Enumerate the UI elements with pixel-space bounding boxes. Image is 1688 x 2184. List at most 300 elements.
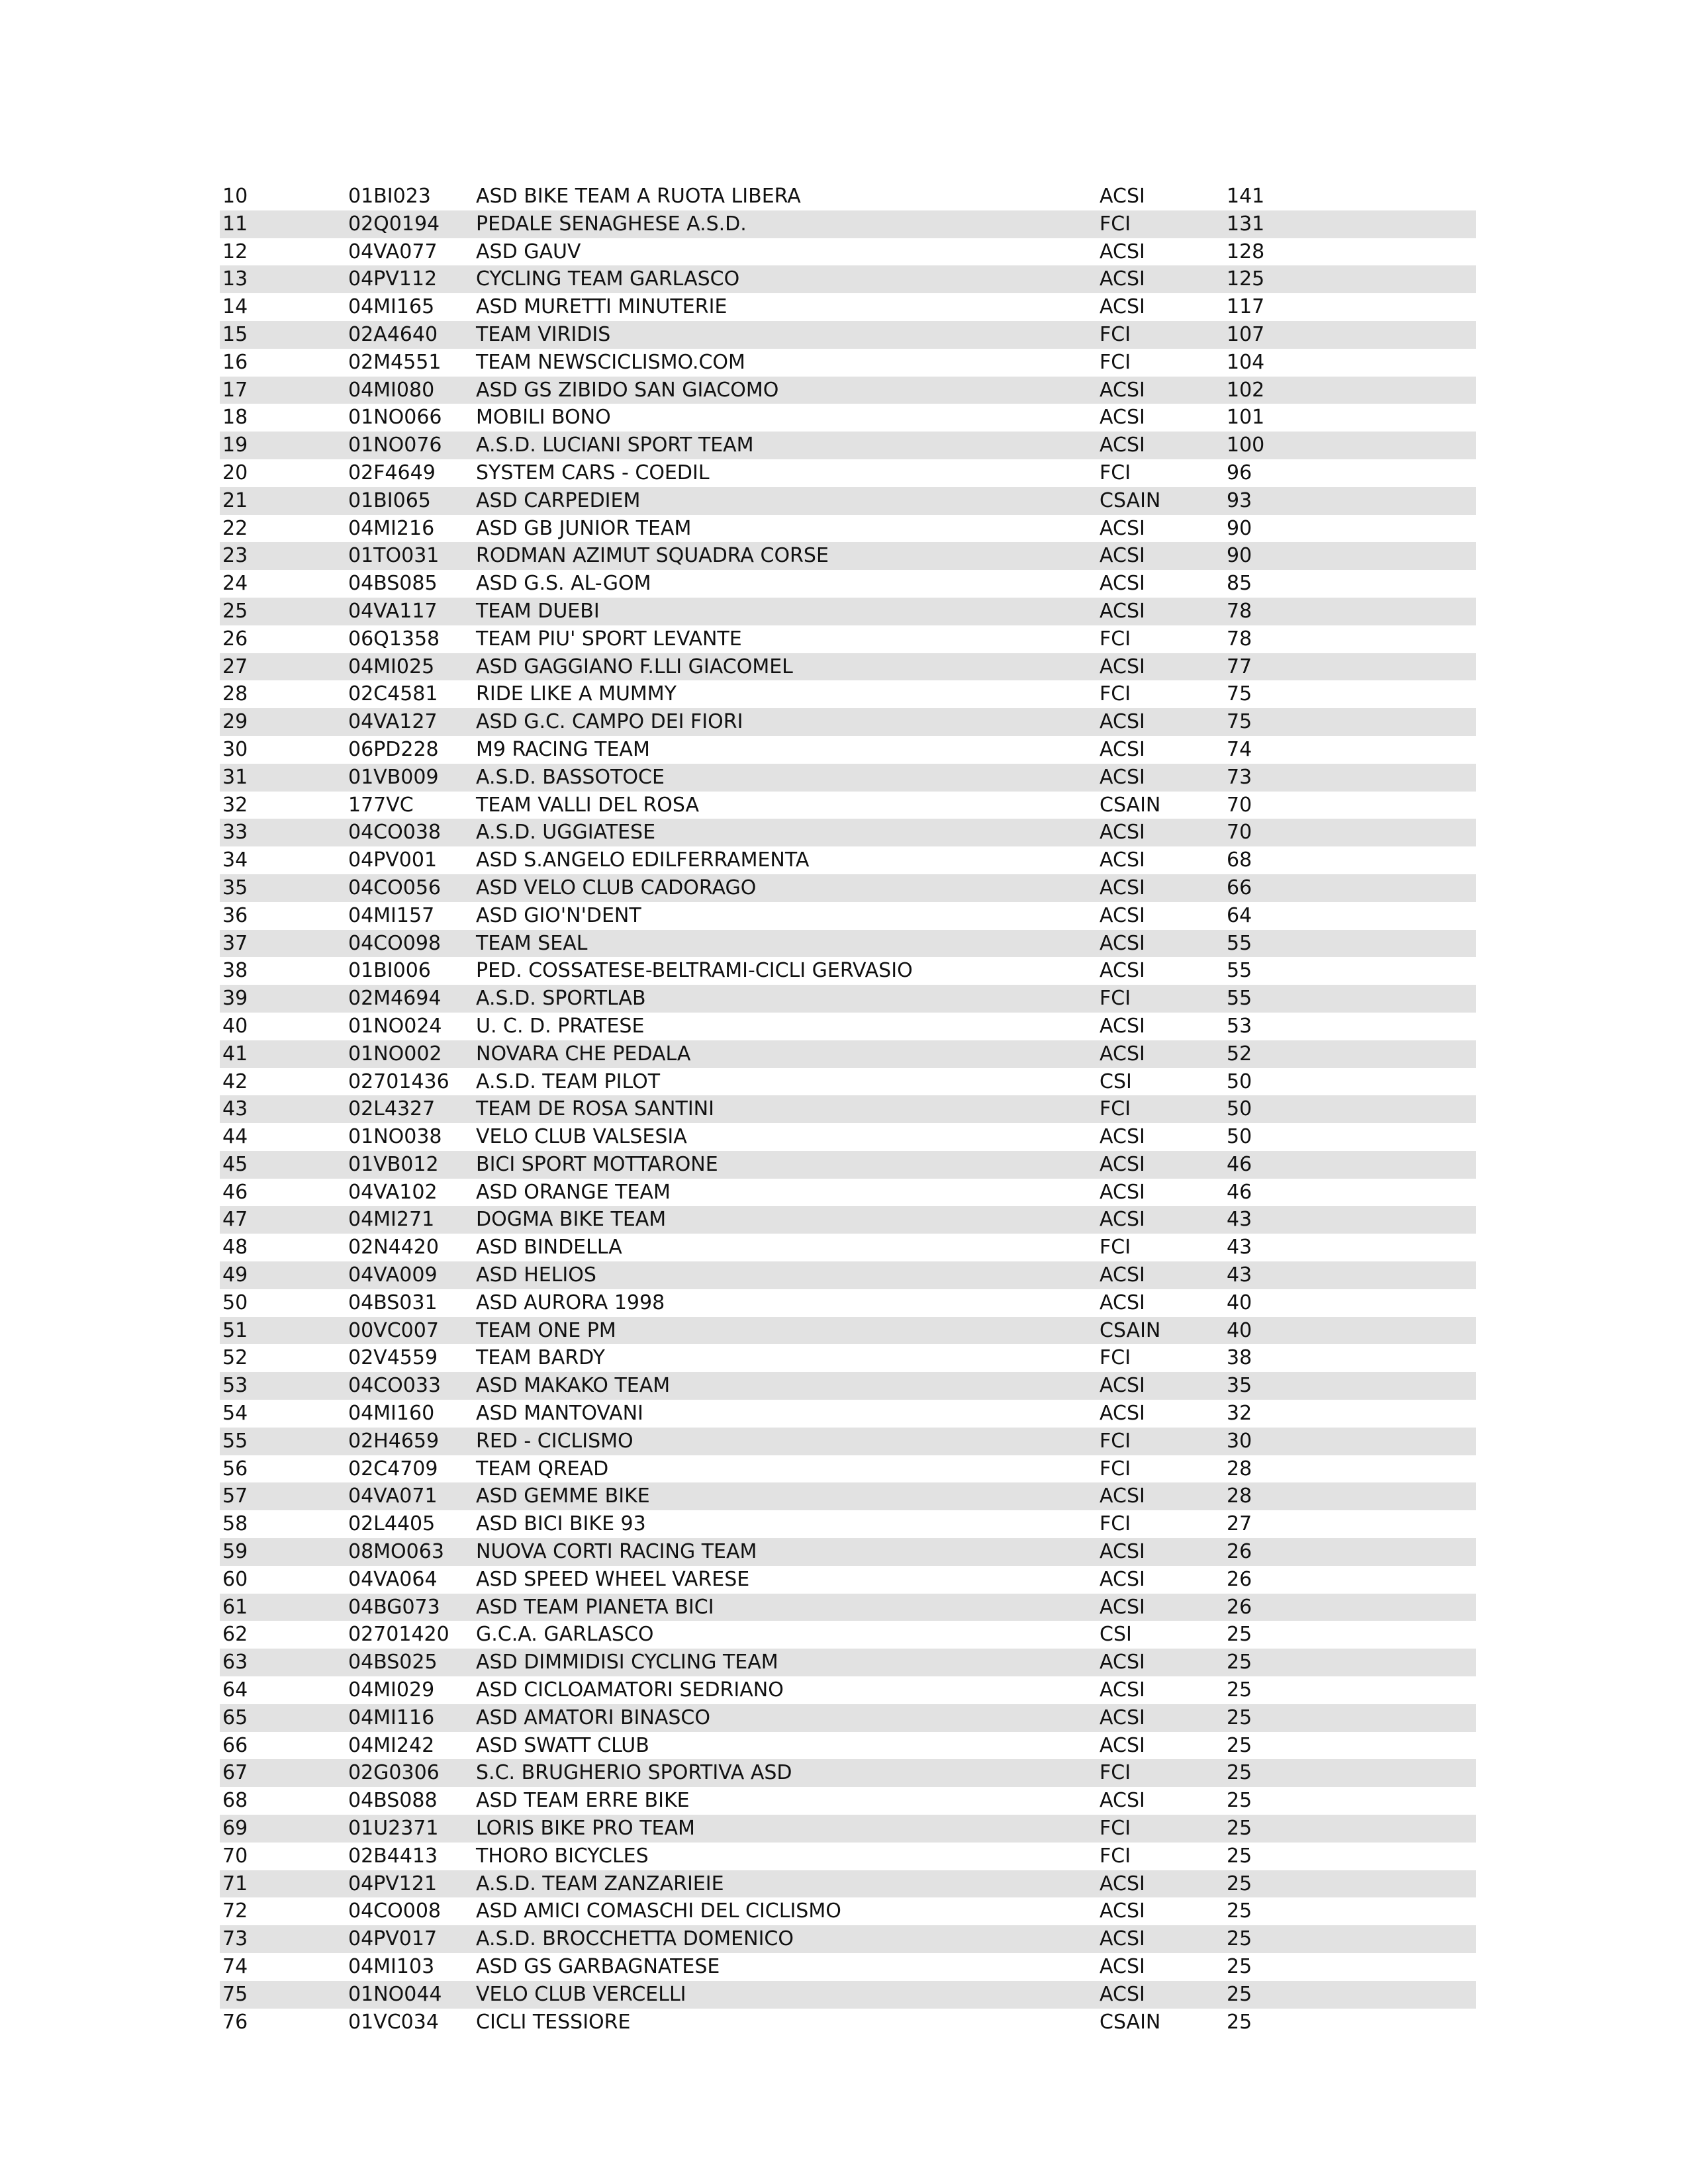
position-cell: 20 (222, 461, 248, 484)
team-code-cell: 02C4581 (348, 682, 438, 706)
team-code-cell: 02B4413 (348, 1844, 438, 1868)
table-row (220, 1843, 1476, 1870)
federation-cell: ACSI (1100, 1678, 1145, 1702)
federation-cell: FCI (1100, 322, 1131, 346)
federation-cell: ACSI (1100, 1152, 1145, 1176)
points-cell: 26 (1227, 1540, 1252, 1564)
position-cell: 66 (222, 1733, 248, 1757)
federation-cell: ACSI (1100, 1374, 1145, 1398)
points-cell: 27 (1227, 1512, 1252, 1536)
position-cell: 24 (222, 572, 248, 596)
team-name-cell: RED - CICLISMO (476, 1429, 633, 1453)
team-code-cell: 02N4420 (348, 1236, 439, 1259)
table-row (220, 1925, 1476, 1953)
team-code-cell: 04MI165 (348, 295, 435, 319)
team-name-cell: ASD BINDELLA (476, 1236, 622, 1259)
table-row (220, 1261, 1476, 1289)
team-name-cell: A.S.D. UGGIATESE (476, 821, 656, 844)
points-cell: 102 (1227, 378, 1265, 402)
position-cell: 32 (222, 793, 248, 817)
federation-cell: ACSI (1100, 710, 1145, 734)
position-cell: 68 (222, 1789, 248, 1813)
federation-cell: FCI (1100, 1761, 1131, 1785)
position-cell: 18 (222, 406, 248, 430)
federation-cell: ACSI (1100, 1540, 1145, 1564)
table-row (220, 846, 1476, 874)
table-row (220, 404, 1476, 432)
position-cell: 61 (222, 1595, 248, 1619)
position-cell: 67 (222, 1761, 248, 1785)
points-cell: 117 (1227, 295, 1265, 319)
team-name-cell: TEAM VALLI DEL ROSA (476, 793, 700, 817)
team-code-cell: 02M4694 (348, 987, 442, 1011)
team-code-cell: 01NO002 (348, 1042, 442, 1066)
federation-cell: FCI (1100, 1429, 1131, 1453)
team-ranking-table (220, 183, 1476, 2036)
table-row (220, 1234, 1476, 1261)
table-row (220, 1815, 1476, 1843)
position-cell: 62 (222, 1623, 248, 1647)
team-code-cell: 04VA102 (348, 1180, 438, 1204)
position-cell: 34 (222, 848, 248, 872)
team-code-cell: 04PV017 (348, 1927, 438, 1951)
federation-cell: ACSI (1100, 1595, 1145, 1619)
team-code-cell: 04CO008 (348, 1899, 441, 1923)
team-name-cell: NUOVA CORTI RACING TEAM (476, 1540, 757, 1564)
table-row (220, 1594, 1476, 1621)
team-name-cell: TEAM DE ROSA SANTINI (476, 1097, 714, 1121)
team-code-cell: 04MI029 (348, 1678, 435, 1702)
team-code-cell: 01VC034 (348, 2010, 439, 2034)
team-code-cell: 01BI006 (348, 959, 431, 983)
federation-cell: CSAIN (1100, 1318, 1161, 1342)
team-code-cell: 04MI025 (348, 655, 435, 678)
table-row (220, 1649, 1476, 1676)
team-code-cell: 02G0306 (348, 1761, 440, 1785)
points-cell: 26 (1227, 1567, 1252, 1591)
table-row (220, 736, 1476, 764)
team-name-cell: ASD GAUV (476, 240, 581, 263)
points-cell: 25 (1227, 1733, 1252, 1757)
table-row (220, 680, 1476, 708)
position-cell: 49 (222, 1263, 248, 1287)
team-code-cell: 04MI242 (348, 1733, 435, 1757)
team-name-cell: ASD TEAM ERRE BIKE (476, 1789, 690, 1813)
federation-cell: ACSI (1100, 1042, 1145, 1066)
federation-cell: ACSI (1100, 406, 1145, 430)
position-cell: 21 (222, 488, 248, 512)
table-row (220, 2009, 1476, 2036)
federation-cell: ACSI (1100, 848, 1145, 872)
team-name-cell: ASD BIKE TEAM A RUOTA LIBERA (476, 185, 801, 208)
team-name-cell: ASD G.S. AL-GOM (476, 572, 651, 596)
federation-cell: FCI (1100, 1346, 1131, 1370)
team-code-cell: 01BI023 (348, 185, 431, 208)
federation-cell: FCI (1100, 682, 1131, 706)
team-code-cell: 04BG073 (348, 1595, 440, 1619)
federation-cell: ACSI (1100, 1651, 1145, 1674)
federation-cell: ACSI (1100, 1014, 1145, 1038)
federation-cell: ACSI (1100, 1180, 1145, 1204)
points-cell: 90 (1227, 544, 1252, 568)
federation-cell: FCI (1100, 1817, 1131, 1841)
team-name-cell: ASD DIMMIDISI CYCLING TEAM (476, 1651, 778, 1674)
team-code-cell: 02701436 (348, 1069, 449, 1093)
team-code-cell: 02Q0194 (348, 212, 440, 236)
points-cell: 75 (1227, 682, 1252, 706)
points-cell: 25 (1227, 1678, 1252, 1702)
points-cell: 64 (1227, 903, 1252, 927)
table-row (220, 542, 1476, 570)
table-row (220, 1040, 1476, 1068)
points-cell: 141 (1227, 185, 1265, 208)
position-cell: 57 (222, 1484, 248, 1508)
points-cell: 100 (1227, 433, 1265, 457)
federation-cell: ACSI (1100, 1291, 1145, 1314)
points-cell: 93 (1227, 488, 1252, 512)
points-cell: 25 (1227, 1955, 1252, 1978)
team-name-cell: A.S.D. LUCIANI SPORT TEAM (476, 433, 754, 457)
position-cell: 73 (222, 1927, 248, 1951)
federation-cell: ACSI (1100, 240, 1145, 263)
federation-cell: FCI (1100, 350, 1131, 374)
position-cell: 70 (222, 1844, 248, 1868)
table-row (220, 1179, 1476, 1206)
table-row (220, 1704, 1476, 1732)
team-name-cell: ASD HELIOS (476, 1263, 596, 1287)
team-code-cell: 01NO076 (348, 433, 442, 457)
position-cell: 54 (222, 1402, 248, 1426)
federation-cell: ACSI (1100, 737, 1145, 761)
team-code-cell: 04CO033 (348, 1374, 441, 1398)
federation-cell: ACSI (1100, 903, 1145, 927)
points-cell: 74 (1227, 737, 1252, 761)
table-row (220, 874, 1476, 902)
table-row (220, 957, 1476, 985)
table-row (220, 1289, 1476, 1317)
team-code-cell: 02H4659 (348, 1429, 440, 1453)
position-cell: 19 (222, 433, 248, 457)
table-row (220, 1897, 1476, 1925)
points-cell: 78 (1227, 599, 1252, 623)
points-cell: 68 (1227, 848, 1252, 872)
federation-cell: ACSI (1100, 1706, 1145, 1729)
federation-cell: ACSI (1100, 516, 1145, 540)
team-name-cell: VELO CLUB VALSESIA (476, 1125, 687, 1149)
points-cell: 78 (1227, 627, 1252, 651)
points-cell: 50 (1227, 1069, 1252, 1093)
team-name-cell: PEDALE SENAGHESE A.S.D. (476, 212, 747, 236)
table-row (220, 1566, 1476, 1594)
position-cell: 39 (222, 987, 248, 1011)
federation-cell: ACSI (1100, 378, 1145, 402)
position-cell: 74 (222, 1955, 248, 1978)
team-name-cell: A.S.D. TEAM ZANZARIEIE (476, 1872, 724, 1895)
team-name-cell: ASD AURORA 1998 (476, 1291, 665, 1314)
team-code-cell: 02V4559 (348, 1346, 438, 1370)
table-row (220, 792, 1476, 819)
federation-cell: ACSI (1100, 1899, 1145, 1923)
team-name-cell: ASD AMICI COMASCHI DEL CICLISMO (476, 1899, 841, 1923)
team-code-cell: 04VA127 (348, 710, 438, 734)
points-cell: 25 (1227, 1899, 1252, 1923)
team-name-cell: ASD CICLOAMATORI SEDRIANO (476, 1678, 784, 1702)
table-row (220, 1123, 1476, 1151)
team-name-cell: U. C. D. PRATESE (476, 1014, 645, 1038)
table-row (220, 1455, 1476, 1483)
team-code-cell: 04CO038 (348, 821, 441, 844)
team-code-cell: 04MI157 (348, 903, 435, 927)
table-row (220, 432, 1476, 459)
position-cell: 26 (222, 627, 248, 651)
team-code-cell: 04PV001 (348, 848, 438, 872)
points-cell: 77 (1227, 655, 1252, 678)
federation-cell: FCI (1100, 1097, 1131, 1121)
points-cell: 28 (1227, 1484, 1252, 1508)
federation-cell: ACSI (1100, 295, 1145, 319)
team-name-cell: ASD SWATT CLUB (476, 1733, 649, 1757)
position-cell: 38 (222, 959, 248, 983)
table-row (220, 210, 1476, 238)
team-name-cell: PED. COSSATESE-BELTRAMI-CICLI GERVASIO (476, 959, 913, 983)
table-row (220, 1953, 1476, 1981)
points-cell: 25 (1227, 1872, 1252, 1895)
federation-cell: ACSI (1100, 1927, 1145, 1951)
position-cell: 58 (222, 1512, 248, 1536)
points-cell: 131 (1227, 212, 1265, 236)
points-cell: 104 (1227, 350, 1265, 374)
position-cell: 23 (222, 544, 248, 568)
team-code-cell: 04MI271 (348, 1208, 435, 1232)
position-cell: 71 (222, 1872, 248, 1895)
table-row (220, 321, 1476, 349)
points-cell: 25 (1227, 1623, 1252, 1647)
team-name-cell: S.C. BRUGHERIO SPORTIVA ASD (476, 1761, 792, 1785)
table-row (220, 1317, 1476, 1345)
position-cell: 16 (222, 350, 248, 374)
team-name-cell: ASD ORANGE TEAM (476, 1180, 671, 1204)
team-name-cell: ASD TEAM PIANETA BICI (476, 1595, 714, 1619)
team-name-cell: ASD MAKAKO TEAM (476, 1374, 671, 1398)
table-row (220, 1482, 1476, 1510)
federation-cell: ACSI (1100, 1263, 1145, 1287)
position-cell: 36 (222, 903, 248, 927)
position-cell: 52 (222, 1346, 248, 1370)
team-code-cell: 04BS088 (348, 1789, 438, 1813)
table-row (220, 1787, 1476, 1815)
position-cell: 28 (222, 682, 248, 706)
table-row (220, 183, 1476, 210)
points-cell: 96 (1227, 461, 1252, 484)
points-cell: 43 (1227, 1208, 1252, 1232)
team-code-cell: 01NO024 (348, 1014, 442, 1038)
team-code-cell: 04BS031 (348, 1291, 438, 1314)
table-row (220, 653, 1476, 681)
team-name-cell: ASD VELO CLUB CADORAGO (476, 876, 757, 899)
federation-cell: ACSI (1100, 931, 1145, 955)
team-name-cell: ASD GS ZIBIDO SAN GIACOMO (476, 378, 779, 402)
team-name-cell: ASD G.C. CAMPO DEI FIORI (476, 710, 743, 734)
points-cell: 85 (1227, 572, 1252, 596)
points-cell: 43 (1227, 1236, 1252, 1259)
position-cell: 44 (222, 1125, 248, 1149)
federation-cell: ACSI (1100, 1982, 1145, 2006)
position-cell: 40 (222, 1014, 248, 1038)
team-name-cell: TEAM DUEBI (476, 599, 600, 623)
federation-cell: ACSI (1100, 876, 1145, 899)
federation-cell: CSAIN (1100, 2010, 1161, 2034)
team-code-cell: 04VA117 (348, 599, 438, 623)
table-row (220, 902, 1476, 930)
team-code-cell: 02C4709 (348, 1457, 438, 1480)
position-cell: 59 (222, 1540, 248, 1564)
points-cell: 55 (1227, 987, 1252, 1011)
federation-cell: FCI (1100, 1457, 1131, 1480)
points-cell: 26 (1227, 1595, 1252, 1619)
team-code-cell: 04VA064 (348, 1567, 438, 1591)
federation-cell: FCI (1100, 987, 1131, 1011)
federation-cell: ACSI (1100, 544, 1145, 568)
federation-cell: FCI (1100, 627, 1131, 651)
points-cell: 125 (1227, 267, 1265, 291)
points-cell: 38 (1227, 1346, 1252, 1370)
team-name-cell: M9 RACING TEAM (476, 737, 650, 761)
team-code-cell: 01NO044 (348, 1982, 442, 2006)
team-name-cell: ASD CARPEDIEM (476, 488, 641, 512)
position-cell: 35 (222, 876, 248, 899)
position-cell: 27 (222, 655, 248, 678)
team-name-cell: NOVARA CHE PEDALA (476, 1042, 691, 1066)
federation-cell: ACSI (1100, 1955, 1145, 1978)
table-row (220, 1621, 1476, 1649)
table-row (220, 293, 1476, 321)
team-code-cell: 02L4327 (348, 1097, 436, 1121)
position-cell: 65 (222, 1706, 248, 1729)
team-code-cell: 04CO098 (348, 931, 441, 955)
position-cell: 11 (222, 212, 248, 236)
table-row (220, 930, 1476, 958)
team-code-cell: 00VC007 (348, 1318, 439, 1342)
position-cell: 72 (222, 1899, 248, 1923)
points-cell: 25 (1227, 1761, 1252, 1785)
position-cell: 29 (222, 710, 248, 734)
federation-cell: ACSI (1100, 1208, 1145, 1232)
team-name-cell: A.S.D. BASSOTOCE (476, 765, 665, 789)
team-name-cell: RODMAN AZIMUT SQUADRA CORSE (476, 544, 829, 568)
points-cell: 25 (1227, 2010, 1252, 2034)
team-name-cell: RIDE LIKE A MUMMY (476, 682, 677, 706)
team-name-cell: ASD GIO'N'DENT (476, 903, 641, 927)
table-row (220, 349, 1476, 377)
points-cell: 32 (1227, 1402, 1252, 1426)
table-row (220, 265, 1476, 293)
points-cell: 107 (1227, 322, 1265, 346)
table-row (220, 1538, 1476, 1566)
position-cell: 43 (222, 1097, 248, 1121)
position-cell: 63 (222, 1651, 248, 1674)
team-code-cell: 01NO038 (348, 1125, 442, 1149)
team-name-cell: CYCLING TEAM GARLASCO (476, 267, 740, 291)
federation-cell: ACSI (1100, 1789, 1145, 1813)
table-row (220, 1870, 1476, 1898)
position-cell: 75 (222, 1982, 248, 2006)
points-cell: 75 (1227, 710, 1252, 734)
position-cell: 14 (222, 295, 248, 319)
team-name-cell: ASD MANTOVANI (476, 1402, 643, 1426)
team-name-cell: DOGMA BIKE TEAM (476, 1208, 667, 1232)
table-row (220, 1732, 1476, 1760)
team-name-cell: TEAM VIRIDIS (476, 322, 611, 346)
federation-cell: ACSI (1100, 599, 1145, 623)
federation-cell: FCI (1100, 1844, 1131, 1868)
points-cell: 25 (1227, 1706, 1252, 1729)
team-name-cell: G.C.A. GARLASCO (476, 1623, 654, 1647)
points-cell: 46 (1227, 1180, 1252, 1204)
team-name-cell: LORIS BIKE PRO TEAM (476, 1817, 695, 1841)
table-row (220, 985, 1476, 1013)
position-cell: 13 (222, 267, 248, 291)
position-cell: 41 (222, 1042, 248, 1066)
team-name-cell: ASD SPEED WHEEL VARESE (476, 1567, 750, 1591)
table-row (220, 598, 1476, 625)
table-row (220, 1013, 1476, 1040)
team-name-cell: MOBILI BONO (476, 406, 611, 430)
table-row (220, 1068, 1476, 1096)
federation-cell: CSI (1100, 1069, 1132, 1093)
team-code-cell: 02701420 (348, 1623, 449, 1647)
table-row (220, 238, 1476, 266)
team-name-cell: ASD GB JUNIOR TEAM (476, 516, 692, 540)
team-code-cell: 04MI160 (348, 1402, 435, 1426)
team-code-cell: 06Q1358 (348, 627, 440, 651)
team-name-cell: TEAM PIU' SPORT LEVANTE (476, 627, 742, 651)
position-cell: 17 (222, 378, 248, 402)
team-code-cell: 02L4405 (348, 1512, 436, 1536)
team-name-cell: ASD GS GARBAGNATESE (476, 1955, 720, 1978)
team-name-cell: A.S.D. BROCCHETTA DOMENICO (476, 1927, 794, 1951)
position-cell: 22 (222, 516, 248, 540)
team-code-cell: 04PV112 (348, 267, 438, 291)
team-code-cell: 01VB012 (348, 1152, 439, 1176)
team-name-cell: A.S.D. TEAM PILOT (476, 1069, 661, 1093)
federation-cell: ACSI (1100, 959, 1145, 983)
points-cell: 53 (1227, 1014, 1252, 1038)
team-name-cell: CICLI TESSIORE (476, 2010, 631, 2034)
table-row (220, 819, 1476, 846)
points-cell: 73 (1227, 765, 1252, 789)
table-row (220, 1428, 1476, 1455)
points-cell: 46 (1227, 1152, 1252, 1176)
points-cell: 25 (1227, 1982, 1252, 2006)
position-cell: 31 (222, 765, 248, 789)
points-cell: 35 (1227, 1374, 1252, 1398)
position-cell: 12 (222, 240, 248, 263)
points-cell: 50 (1227, 1125, 1252, 1149)
points-cell: 25 (1227, 1927, 1252, 1951)
team-code-cell: 04MI080 (348, 378, 435, 402)
team-code-cell: 04MI216 (348, 516, 435, 540)
table-row (220, 1510, 1476, 1538)
points-cell: 101 (1227, 406, 1265, 430)
team-name-cell: ASD MURETTI MINUTERIE (476, 295, 727, 319)
position-cell: 60 (222, 1567, 248, 1591)
position-cell: 56 (222, 1457, 248, 1480)
points-cell: 55 (1227, 931, 1252, 955)
position-cell: 55 (222, 1429, 248, 1453)
points-cell: 66 (1227, 876, 1252, 899)
federation-cell: FCI (1100, 1236, 1131, 1259)
federation-cell: CSAIN (1100, 793, 1161, 817)
